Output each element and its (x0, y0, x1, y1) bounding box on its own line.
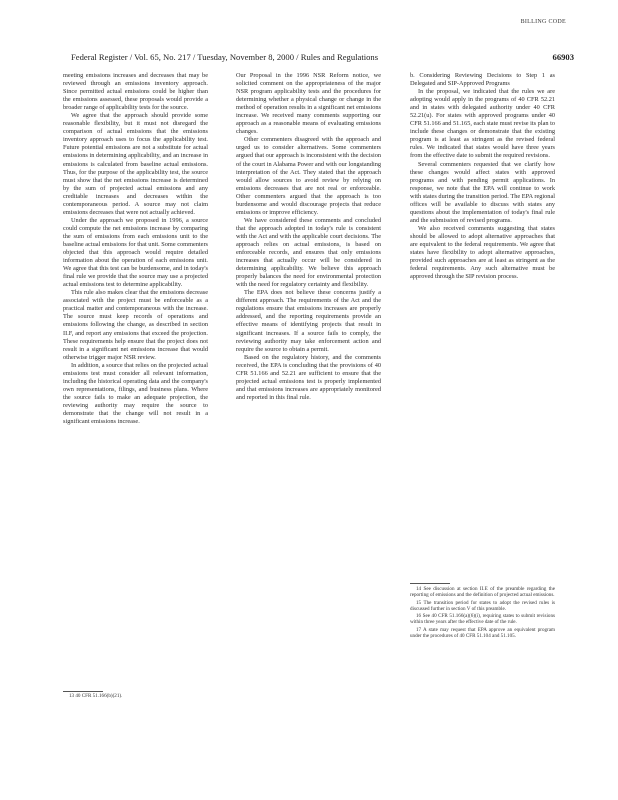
paragraph: Under the approach we proposed in 1996, a source could compute the net emissions increase by comparing the sum of emissions from each emissions unit to the baseline actual emissions for that unit. Some commenters objected that this approach would require detailed information about the operation of each emissions unit. We agree that this test can be burdensome, and in today's final rule we provide that the source may use a projected actual emissions test to determine applicability. (63, 216, 208, 289)
paragraph: We have considered these comments and concluded that the approach adopted in today's rule is consistent with the Act and with the applicable court decisions. The approach relies on actual emissions, is based on enforceable records, and ensures that only emissions increases that actually occur will be considered in determining applicability. We believe this approach properly balances the need for environmental protection with the need for regulatory certainty and flexibility. (236, 216, 381, 289)
footnote: 13 40 CFR 51.166(b)(21). (69, 693, 123, 699)
paragraph: Several commenters requested that we clarify how these changes would affect states with approved programs and with pending permit applications. In response, we note that the EPA will continue to work with states during the transition period. The EPA regional offices will be available to discuss with states any questions about the implementation of today's final rule and the submission of revised programs. (410, 160, 555, 224)
header-text: Federal Register / Vol. 65, No. 217 / Tuesday, November 8, 2000 / Rules and Regulations (71, 52, 379, 62)
text-column-3 (410, 72, 555, 582)
footnote: 16 See 40 CFR 51.166(a)(6)(i), requiring states to submit revisions within three years after the effective date of the rule. (410, 613, 555, 626)
paragraph: Our Proposal in the 1996 NSR Reform notice, we solicited comment on the appropriateness of the major NSR program applicability tests and the procedures for determining whether a physical change or change in the method of operation results in a significant net emissions increase. We received many comments supporting our approach as a reasonable means of evaluating emissions changes. (236, 72, 381, 136)
footnotes-column-1 (63, 693, 208, 700)
footnote-rule (410, 583, 450, 584)
page-number: 66903 (552, 52, 574, 62)
paragraph: We agree that the approach should provide some reasonable flexibility, but it must not disregard the comparison of actual emissions that the emissions inventory approach uses to focus the applicability test. Future potential emissions are not a substitute for actual emissions in determining applicability, and an increase in emissions is calculated from baseline actual emissions. Thus, for the purpose of the applicability test, the source must show that the net emissions increase is determined by the sum of projected actual emissions and any creditable increases and decreases within the contemporaneous period. A source may not claim emissions decreases that were not actually achieved. (63, 112, 208, 216)
paragraph: This rule also makes clear that the emissions decrease associated with the project must be enforceable as a practical matter and contemporaneous with the increase. The source must keep records of operations and emissions following the change, as described in section II.F, and report any emissions that exceed the projection. These requirements help ensure that the project does not result in a significant net emissions increase that would otherwise trigger major NSR review. (63, 289, 208, 361)
paragraph: The EPA does not believe these concerns justify a different approach. The requirements of the Act and the regulations ensure that emissions increases are properly addressed, and the reporting requirements provide an effective means of identifying projects that result in significant increases. If a source fails to comply, the reviewing authority may take enforcement action and require the source to obtain a permit. (236, 289, 381, 353)
paragraph: In the proposal, we indicated that the rules we are adopting would apply in the programs of 40 CFR 52.21 and in states with delegated authority under 40 CFR 52.21(u). For states with approved programs under 40 CFR 51.166 and 51.165, each state must revise its plan to include these changes or demonstrate that the existing program is at least as stringent as the revised federal rules. We indicated that states would have three years from the effective date to submit the required revisions. (410, 88, 555, 160)
text-column-2 (236, 72, 381, 694)
section-heading: b. Considering Reviewing Decisions to Step 1 as Delegated and SIP-Approved Programs (410, 72, 555, 88)
paragraph: In addition, a source that relies on the projected actual emissions test must consider all relevant information, including the historical operating data and the company's own representations, filings, and business plans. Where the source fails to make an adequate projection, the reviewing authority may require the source to demonstrate that the change will not result in a significant emissions increase. (63, 361, 208, 426)
running-header (71, 52, 574, 63)
paragraph: Other commenters disagreed with the approach and urged us to consider alternatives. Some commenters argued that our approach is inconsistent with the decision of the court in Alabama Power and with our longstanding interpretation of the Act. They stated that the approach would allow sources to avoid review by relying on emissions decreases that are not real or enforceable. Other commenters argued that the approach is too burdensome and would discourage projects that reduce emissions or improve efficiency. (236, 136, 381, 216)
footnote: 14 See discussion at section II.E of the preamble regarding the reporting of emissions and the definition of projected actual emissions. (410, 586, 555, 599)
footnote: 15 The transition period for states to adopt the revised rules is discussed further in section V of this preamble. (410, 599, 555, 612)
paragraph: We also received comments suggesting that states should be allowed to adopt alternative approaches that are equivalent to the federal requirements. We agree that states have flexibility to adopt alternative approaches, provided such approaches are at least as stringent as the federal requirements. Any such alternative must be approved through the SIP revision process. (410, 224, 555, 281)
paragraph: Based on the regulatory history, and the comments received, the EPA is concluding that the provisions of 40 CFR 51.166 and 52.21 are sufficient to ensure that the projected actual emissions test is properly implemented and that emissions increases are appropriately monitored and reported in this final rule. (236, 353, 381, 401)
footnote: 17 A state may request that EPA approve an equivalent program under the procedures of 40 CFR 51.104 and 51.105. (410, 626, 555, 640)
page-id: BILLING CODE (520, 19, 566, 25)
text-column-1 (63, 72, 208, 692)
paragraph: meeting emissions increases and decreases that may be reviewed through an emissions inventory approach. Since permitted actual emissions could be higher than the emissions assessed, these proposals would provide a broader range of applicability tests for the source. (63, 72, 208, 112)
footnotes-column-3 (410, 586, 555, 676)
footnote-rule (63, 691, 103, 692)
